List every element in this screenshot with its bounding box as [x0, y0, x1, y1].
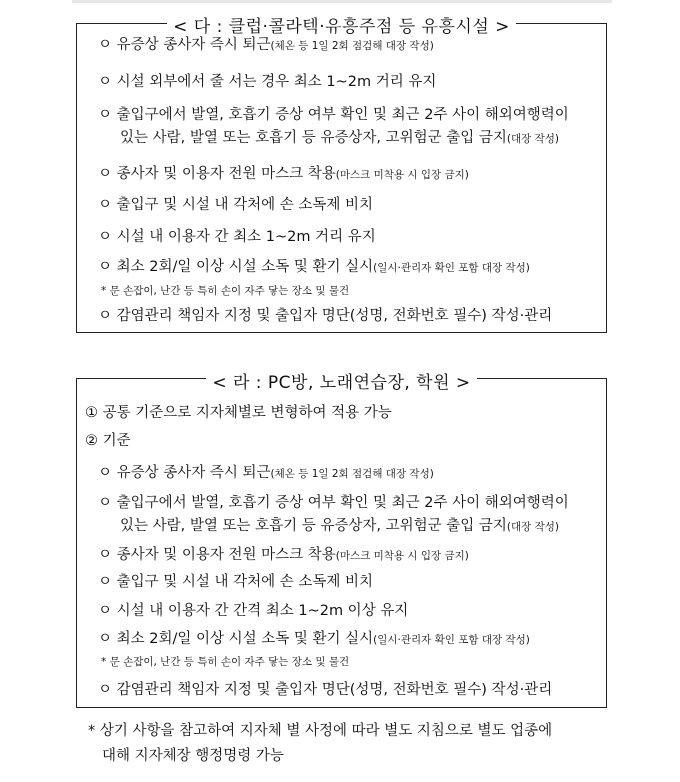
item-note: (대장 작성) [506, 133, 559, 145]
box1-item-1 [98, 36, 434, 55]
item-note: (체온 등 1일 2회 점검해 대장 작성) [270, 468, 434, 480]
box2-item-5 [98, 602, 408, 620]
box1-item-4 [98, 165, 469, 184]
item-text: ① 공통 기준으로 지자체별로 변형하여 적용 가능 [85, 405, 392, 421]
item-text: ㅇ 출입구 및 시설 내 각처에 손 소독제 비치 [98, 574, 373, 590]
box2-item-4 [98, 573, 373, 591]
item-text: ㅇ 시설 내 이용자 간 간격 최소 1~2m 이상 유지 [98, 603, 409, 619]
item-text: 있는 사람, 발열 또는 호흡기 등 유증상자, 고위험군 출입 금지 [120, 518, 507, 534]
box1-title [77, 12, 606, 37]
item-note: * 문 손잡이, 난간 등 특히 손이 자주 닿는 장소 및 물건 [101, 285, 350, 297]
box-entertainment-facilities [76, 17, 607, 333]
box1-item-3 [98, 106, 569, 124]
item-text: ㅇ 유증상 종사자 즉시 퇴근 [98, 37, 271, 53]
footnote-line-2: 대해 지자체장 행정명령 가능 [102, 748, 284, 764]
item-note: (대장 작성) [506, 521, 559, 533]
box2-title [77, 368, 606, 393]
item-note: (마스크 미착용 시 입장 금지) [335, 550, 469, 562]
item-text: ㅇ 시설 외부에서 줄 서는 경우 최소 1~2m 거리 유지 [98, 74, 437, 90]
top-divider [72, 0, 612, 3]
box2-item-2 [98, 494, 569, 512]
item-text: ㅇ 감염관리 책임자 지정 및 출입자 명단(성명, 전화번호 필수) 작성·관리 [98, 682, 553, 698]
box2-item-7 [98, 681, 552, 699]
box1-item-3-cont [120, 129, 559, 148]
box2-item-6-note [101, 653, 349, 671]
item-note: (일시·관리자 확인 포함 대장 작성) [373, 634, 530, 646]
item-text: ㅇ 감염관리 책임자 지정 및 출입자 명단(성명, 전화번호 필수) 작성·관리 [98, 308, 553, 324]
item-text: ㅇ 종사자 및 이용자 전원 마스크 착용 [98, 166, 336, 182]
box1-item-8 [98, 307, 552, 325]
item-note: (일시·관리자 확인 포함 대장 작성) [373, 262, 530, 274]
item-text: ㅇ 최소 2회/일 이상 시설 소독 및 환기 실시 [98, 631, 374, 647]
box2-item-2-cont [120, 517, 559, 536]
item-text: ㅇ 종사자 및 이용자 전원 마스크 착용 [98, 547, 336, 563]
footnote-line-1: * 상기 사항을 참고하여 지자체 별 사정에 따라 별도 지침으로 별도 업종에 [88, 723, 553, 739]
item-text: ㅇ 유증상 종사자 즉시 퇴근 [98, 465, 271, 481]
box2-item-3 [98, 546, 469, 565]
box1-item-6 [98, 228, 376, 246]
item-note: (체온 등 1일 2회 점검해 대장 작성) [270, 40, 434, 52]
box2-item-1 [98, 464, 434, 483]
item-text: ㅇ 출입구에서 발열, 호흡기 증상 여부 확인 및 최근 2주 사이 해외여행력이 [98, 107, 569, 123]
item-text: ㅇ 최소 2회/일 이상 시설 소독 및 환기 실시 [98, 259, 374, 275]
box2-title-text: < 라 : PC방, 노래연습장, 학원 > [206, 373, 476, 393]
item-text: ㅇ 출입구에서 발열, 호흡기 증상 여부 확인 및 최근 2주 사이 해외여행력이 [98, 495, 569, 511]
box1-title-text: < 다 : 클럽·콜라텍·유흥주점 등 유흥시설 > [167, 17, 516, 37]
box1-item-7 [98, 258, 530, 277]
item-text: ② 기준 [85, 433, 131, 449]
box1-item-2 [98, 73, 436, 91]
box2-item-standard [85, 432, 131, 450]
box2-item-6 [98, 630, 530, 649]
box2-item-common [85, 404, 392, 422]
item-note: (마스크 미착용 시 입장 금지) [335, 169, 469, 181]
item-text: 있는 사람, 발열 또는 호흡기 등 유증상자, 고위험군 출입 금지 [120, 130, 507, 146]
box1-item-5 [98, 196, 373, 214]
item-text: ㅇ 시설 내 이용자 간 최소 1~2m 거리 유지 [98, 229, 376, 245]
box1-item-7-note [101, 282, 349, 300]
box-pc-karaoke-academy [76, 373, 607, 708]
item-text: ㅇ 출입구 및 시설 내 각처에 손 소독제 비치 [98, 197, 373, 213]
item-note: * 문 손잡이, 난간 등 특히 손이 자주 닿는 장소 및 물건 [101, 656, 350, 668]
